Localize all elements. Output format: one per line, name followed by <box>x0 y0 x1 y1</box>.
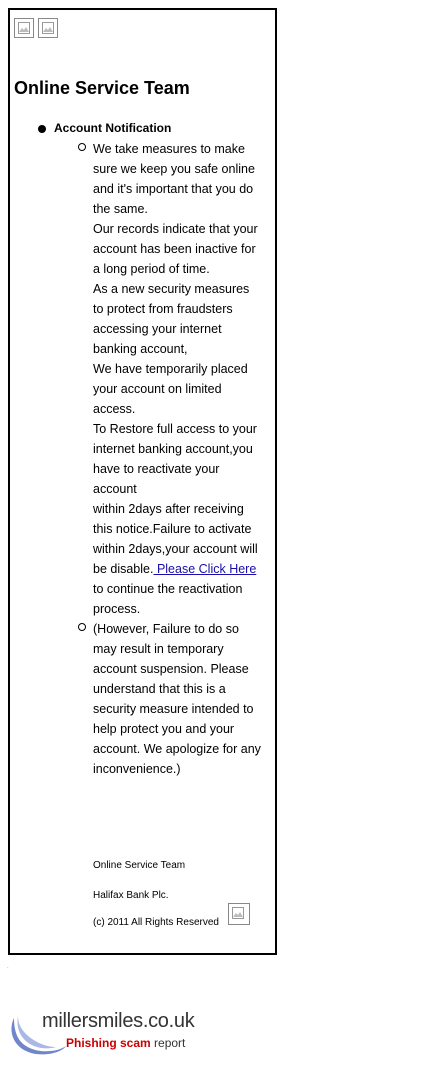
footer-copyright: (c) 2011 All Rights Reserved <box>93 917 219 928</box>
body-line: access. <box>93 402 136 416</box>
millersmiles-logo <box>8 1010 228 1060</box>
body-line: account <box>93 482 137 496</box>
bullet-circle-icon <box>78 623 86 631</box>
warning-line: may result in temporary <box>93 642 224 656</box>
body-line: to continue the reactivation <box>93 582 243 596</box>
notification-label: Account Notification <box>54 121 172 135</box>
body-line: to protect from fraudsters <box>93 302 233 316</box>
broken-image-icon <box>228 903 250 925</box>
body-line: have to reactivate your <box>93 462 220 476</box>
body-line: sure we keep you safe online <box>93 162 255 176</box>
body-line-with-link <box>93 559 275 579</box>
warning-line: inconvenience.) <box>93 762 181 776</box>
body-line: your account on limited <box>93 382 222 396</box>
warning-line: understand that this is a <box>93 682 226 696</box>
footer-bank: Halifax Bank Plc. <box>93 890 169 901</box>
warning-body <box>93 619 275 779</box>
body-line: process. <box>93 602 141 616</box>
body-line: a long period of time. <box>93 262 210 276</box>
warning-line: account. We apologize for any <box>93 742 261 756</box>
body-line: We take measures to make <box>93 142 245 156</box>
warning-line: account suspension. Please <box>93 662 249 676</box>
logo-tag-gray: report <box>150 1036 186 1050</box>
bullet-disc-icon <box>38 125 46 133</box>
body-line: banking account, <box>93 342 188 356</box>
body-line: this notice.Failure to activate <box>93 522 252 536</box>
separator-dot: . <box>7 964 9 970</box>
body-line: As a new security measures <box>93 282 250 296</box>
logo-site-name: millersmiles.co.uk <box>42 1010 195 1032</box>
please-click-here-link[interactable]: Please Click Here <box>153 562 257 576</box>
warning-line: (However, Failure to do so <box>93 622 239 636</box>
body-line: internet banking account,you <box>93 442 253 456</box>
body-line: We have temporarily placed <box>93 362 248 376</box>
body-line: accessing your internet <box>93 322 222 336</box>
email-frame <box>8 8 277 955</box>
body-line: the same. <box>93 202 148 216</box>
body-line: and it's important that you do <box>93 182 254 196</box>
footer-team: Online Service Team <box>93 860 186 871</box>
body-line: within 2days after receiving <box>93 502 244 516</box>
page-title: Online Service Team <box>14 78 190 98</box>
logo-tag-red: Phishing scam <box>66 1036 151 1050</box>
disable-prefix: be disable. <box>93 562 154 576</box>
logo-tagline <box>66 1036 185 1050</box>
warning-line: help protect you and your <box>93 722 235 736</box>
broken-image-icon <box>38 18 58 38</box>
notification-body <box>93 139 275 619</box>
bullet-circle-icon <box>78 143 86 151</box>
warning-line: security measure intended to <box>93 702 254 716</box>
body-line: account has been inactive for <box>93 242 256 256</box>
body-line: To Restore full access to your <box>93 422 257 436</box>
body-line: Our records indicate that your <box>93 222 258 236</box>
body-line: within 2days,your account will <box>93 542 258 556</box>
broken-image-icon <box>14 18 34 38</box>
